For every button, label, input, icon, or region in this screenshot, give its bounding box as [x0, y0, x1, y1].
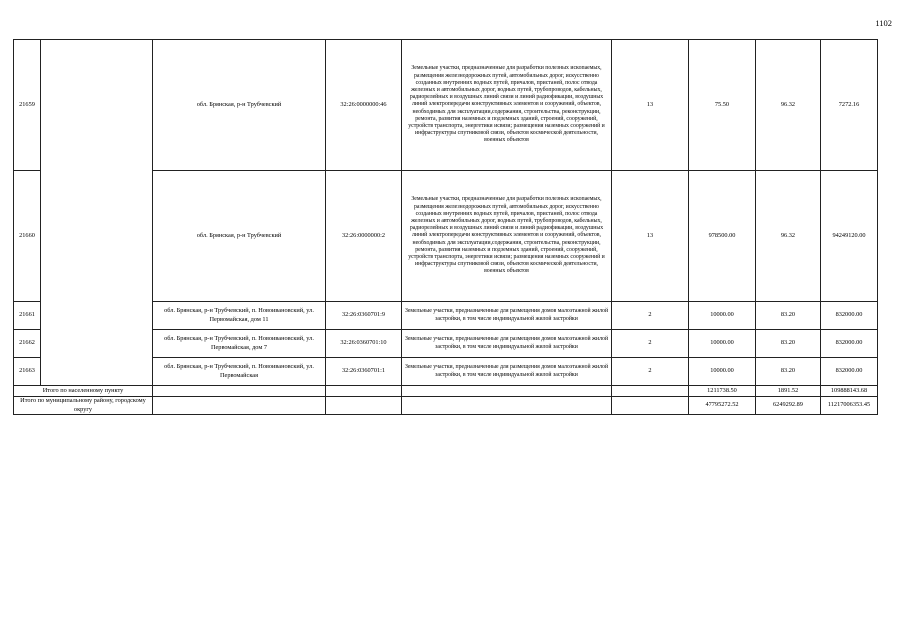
group-code-cell: 2 — [612, 358, 689, 386]
row-id: 21659 — [14, 40, 41, 171]
group-code-cell: 2 — [612, 330, 689, 358]
empty-cell — [402, 386, 612, 397]
area-cell: 10000.00 — [689, 330, 756, 358]
total-area-cell: 47795272.52 — [689, 397, 756, 415]
total-row-settlement — [14, 386, 878, 397]
total-rate-cell: 6249292.89 — [756, 397, 821, 415]
land-purpose-cell: Земельные участки, предназначенные для размещения домов малоэтажной жилой застройки, в том числе индивидуальной жилой застройки — [402, 358, 612, 386]
value-cell: 94249120.00 — [821, 171, 878, 302]
address-cell: обл. Брянская, р-н Трубчевский, п. Новоивановский, ул. Первомайская — [153, 358, 326, 386]
address-cell: обл. Брянская, р-н Трубчевский — [153, 40, 326, 171]
empty-cell — [612, 397, 689, 415]
rate-cell: 96.32 — [756, 40, 821, 171]
rate-cell: 83.20 — [756, 330, 821, 358]
cadastral-number-cell: 32:26:0000000:2 — [326, 171, 402, 302]
area-cell: 10000.00 — [689, 358, 756, 386]
empty-cell — [153, 397, 326, 415]
address-cell: обл. Брянская, р-н Трубчевский, п. Новоивановский, ул. Первомайская, дом 7 — [153, 330, 326, 358]
rate-cell: 83.20 — [756, 358, 821, 386]
address-cell: обл. Брянская, р-н Трубчевский, п. Новоивановский, ул. Первомайская, дом 11 — [153, 302, 326, 330]
cadastral-number-cell: 32:26:0360701:10 — [326, 330, 402, 358]
empty-cell — [402, 397, 612, 415]
empty-cell — [326, 397, 402, 415]
row-id: 21660 — [14, 171, 41, 302]
land-register-table — [13, 39, 878, 415]
group-code-cell: 13 — [612, 40, 689, 171]
cadastral-number-cell: 32:26:0360701:1 — [326, 358, 402, 386]
cadastral-number-cell: 32:26:0360701:9 — [326, 302, 402, 330]
total-label: Итого по населенному пункту — [14, 386, 153, 397]
row-id: 21663 — [14, 358, 41, 386]
empty-cell — [612, 386, 689, 397]
land-purpose-cell: Земельные участки, предназначенные для размещения домов малоэтажной жилой застройки, в том числе индивидуальной жилой застройки — [402, 330, 612, 358]
cadastral-number-cell: 32:26:0000000:46 — [326, 40, 402, 171]
land-purpose-cell: Земельные участки, предназначенные для размещения домов малоэтажной жилой застройки, в том числе индивидуальной жилой застройки — [402, 302, 612, 330]
empty-cell — [326, 386, 402, 397]
row-id: 21662 — [14, 330, 41, 358]
group-code-cell: 13 — [612, 171, 689, 302]
rate-cell: 83.20 — [756, 302, 821, 330]
land-purpose-cell: Земельные участки, предназначенные для разработки полезных ископаемых, размещения железнодорожных путей, автомобильных дорог, искусственно созданных внутренних водных путей, причалов, пристаней, полос отвода железных и автомобильных дорог, водных путей, трубопроводов, кабельных, радиорелейных и воздушных линий связи и линий радиофикации, воздушных линий электропередачи конструктивных элементов и сооружений, объектов, необходимых для эксплуатации,содержания, строительства, реконструкции, ремонта, развития наземных и подземных зданий, строений, сооружений, устройств транспорта, энергетики исвязи; размещения наземных сооружений и инфраструктуры спутниковой связи, объектов космической деятельности, военных объектов — [402, 40, 612, 171]
area-cell: 75.50 — [689, 40, 756, 171]
value-cell: 832000.00 — [821, 302, 878, 330]
value-cell: 832000.00 — [821, 330, 878, 358]
address-cell: обл. Брянская, р-н Трубчевский — [153, 171, 326, 302]
total-label: Итого по муниципальному району, городскому округу — [14, 397, 153, 415]
total-value-cell: 109888143.68 — [821, 386, 878, 397]
total-row-municipal — [14, 397, 878, 415]
group-code-cell: 2 — [612, 302, 689, 330]
area-cell: 978500.00 — [689, 171, 756, 302]
table-row — [14, 40, 878, 171]
empty-cell — [153, 386, 326, 397]
value-cell: 7272.16 — [821, 40, 878, 171]
land-purpose-cell: Земельные участки, предназначенные для разработки полезных ископаемых, размещения железнодорожных путей, автомобильных дорог, искусственно созданных внутренних водных путей, причалов, пристаней, полос отвода железных и автомобильных дорог, водных путей, трубопроводов, кабельных, радиорелейных и воздушных линий связи и линий радиофикации, воздушных линий электропередачи конструктивных элементов и сооружений, объектов, необходимых для эксплуатации,содержания, строительства, реконструкции, ремонта, развития наземных и подземных зданий, строений, сооружений, устройств транспорта, энергетики исвязи; размещения наземных сооружений и инфраструктуры спутниковой связи, объектов космической деятельности, военных объектов — [402, 171, 612, 302]
total-rate-cell: 1891.52 — [756, 386, 821, 397]
rate-cell: 96.32 — [756, 171, 821, 302]
page-number: 1102 — [875, 18, 892, 28]
total-area-cell: 1211738.50 — [689, 386, 756, 397]
merged-empty-cell — [41, 40, 153, 386]
total-value-cell: 11217006353.45 — [821, 397, 878, 415]
area-cell: 10000.00 — [689, 302, 756, 330]
row-id: 21661 — [14, 302, 41, 330]
value-cell: 832000.00 — [821, 358, 878, 386]
